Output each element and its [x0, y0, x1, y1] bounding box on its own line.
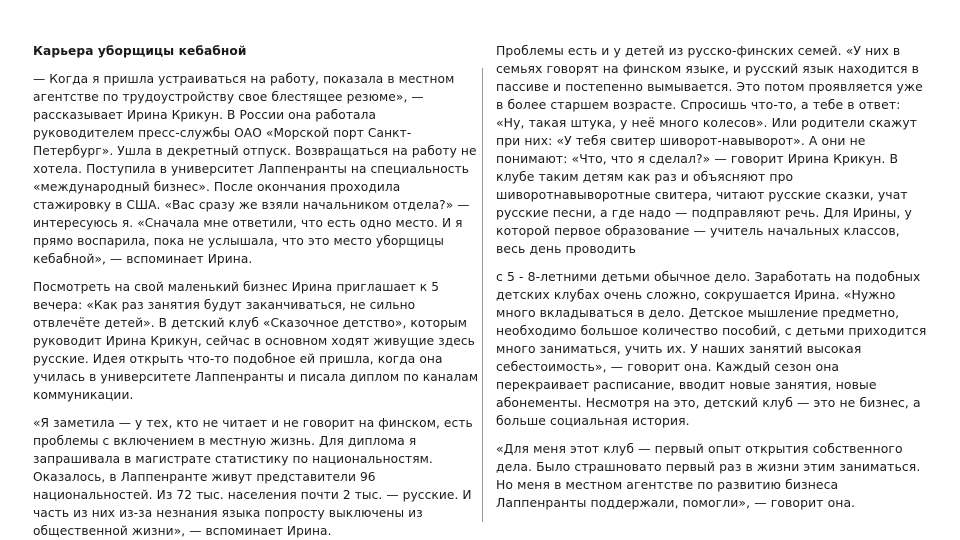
left-paragraph-1: — Когда я пришла устраиваться на работу, показала в местном агентстве по трудоустройству свое блестящее резюме», — рассказывает Ирина Крикун. В России она работала руководителем пресс-службы ОАО «Морской порт Санкт-Петербург». Ушла в декретный отпуск. Возвращаться на работу не хотела. Поступила в университет Лаппенранты на специальность «международный бизнес». После окончания проходила стажировку в США. «Вас сразу же взяли начальником отдела?» — интересуюсь я. «Сначала мне ответили, что есть одно место. И я прямо воспарила, пока не услышала, что это место уборщицы кебабной», — вспоминает Ирина. [33, 72, 477, 266]
right-paragraph-1: Проблемы есть и у детей из русско-финских семей. «У них в семьях говорят на финском языке, и русский язык находится в пассиве и постепенно вымывается. Это потом проявляется уже в более старшем возрасте. Спросишь что-то, а тебе в ответ: «Ну, такая штука, у неё много колесов». Или родители скажут при них: «У тебя свитер шиворот-навыворот». А они не понимают: «Что, что я сделал?» — говорит Ирина Крикун. В клубе таким детям как раз и объясняют про шиворотнавыворотные свитера, читают русские сказки, учат русские песни, а где надо — подправляют речь. Для Ирины, у которой первое образование — учитель начальных классов, весь день проводить [496, 43, 923, 256]
article-heading: Карьера уборщицы кебабной [33, 44, 247, 58]
right-column [496, 42, 928, 512]
left-column [33, 42, 479, 540]
column-divider [482, 68, 483, 522]
right-paragraph-2: с 5 - 8-летними детьми обычное дело. Заработать на подобных детских клубах очень сложно, сокрушается Ирина. «Нужно много вкладываться в дело. Детское мышление предметно, необходимо большое количество пособий, с детьми приходится много заниматься, учить их. У наших занятий высокая себестоимость», — говорит она. Каждый сезон она перекраивает расписание, вводит новые занятия, новые абонементы. Несмотря на это, детский клуб — это не бизнес, а больше социальная история. [496, 269, 927, 428]
left-paragraph-3: «Я заметила — у тех, кто не читает и не говорит на финском, есть проблемы с включением в местную жизнь. Для диплома я запрашивала в магистрате статистику по национальностям. Оказалось, в Лаппенранте живут представители 96 национальностей. Из 72 тыс. населения почти 2 тыс. — русские. И часть из них из-за незнания языка попросту выключены из общественной жизни», — вспоминает Ирина. [33, 416, 473, 538]
right-paragraph-3: «Для меня этот клуб — первый опыт открытия собственного дела. Было страшновато первый раз в жизни этим заниматься. Но меня в местном агентстве по развитию бизнеса Лаппенранты поддержали, помогли», — говорит она. [496, 441, 921, 510]
left-paragraph-2: Посмотреть на свой маленький бизнес Ирина приглашает к 5 вечера: «Как раз занятия будут заканчиваться, не сильно отвлечёте детей». В детский клуб «Сказочное детство», которым руководит Ирина Крикун, сейчас в основном ходят живущие здесь русские. Идея открыть что-то подобное ей пришла, когда она училась в университете Лаппенранты и писала диплом по каналам коммуникации. [33, 280, 479, 402]
